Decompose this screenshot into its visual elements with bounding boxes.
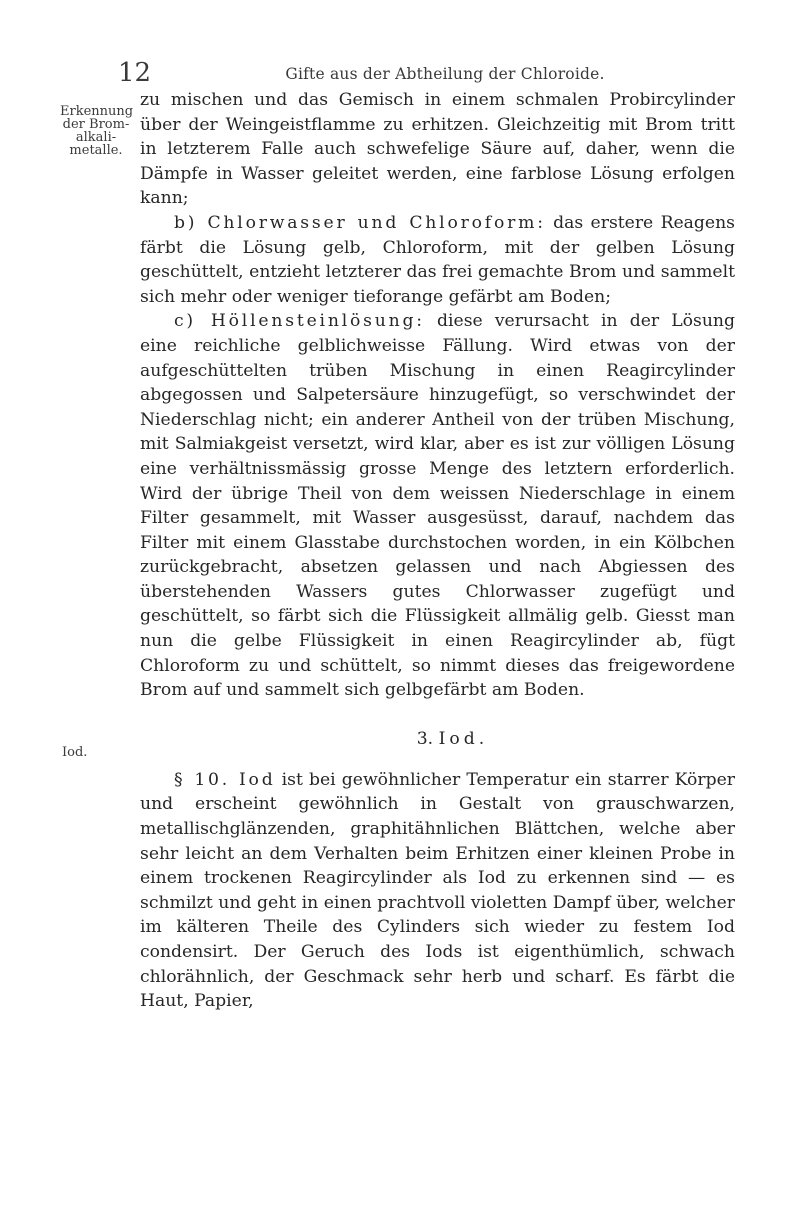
page-header bbox=[0, 58, 800, 88]
paragraph-label: § 10. Iod bbox=[174, 769, 276, 790]
paragraph-text: ist bei gewöhnlicher Temperatur ein starrer Körper und erscheint gewöhnlich in Gestalt von grauschwarzen, metallischglänzenden, graphitähnlichen Blättchen, welche aber sehr leicht an dem Verhalten beim Erhitzen einer kleinen Probe in einem trockenen Reagircylinder als Iod zu erkennen sind — es schmilzt und geht in einen prachtvoll violetten Dampf über, welcher im kälteren Theile des Cylinders sich wieder zu festem Iod condensirt. Der Geruch des Iods ist eigenthümlich, schwach chlorähnlich, der Geschmack sehr herb und scharf. Es färbt die Haut, Papier, bbox=[140, 769, 735, 1012]
paragraph-chlorwasser bbox=[140, 211, 735, 309]
paragraph-continuation: zu mischen und das Gemisch in einem schmalen Probircylinder über der Weingeistflamme zu erhitzen. Gleichzeitig mit Brom tritt in letzterem Falle auch schwefelige Säure auf, daher, wenn die Dämpfe in Wasser geleitet werden, eine farblose Lösung erfolgen kann; bbox=[140, 90, 735, 209]
margin-note-brom: Erkennung der Brom-alkali-metalle. bbox=[60, 104, 134, 158]
paragraph-iod bbox=[140, 768, 735, 1014]
body-text bbox=[140, 88, 735, 1014]
page-number: 12 bbox=[118, 58, 152, 88]
section-number: 3. bbox=[416, 728, 434, 749]
section-title: Iod. bbox=[438, 728, 489, 749]
paragraph-label: b) Chlorwasser und Chloroform: bbox=[174, 212, 546, 233]
margin-note-iod: Iod. bbox=[62, 745, 88, 760]
running-title: Gifte aus der Abtheilung der Chloroide. bbox=[285, 65, 605, 83]
section-heading bbox=[140, 727, 735, 751]
paragraph-label: c) Höllensteinlösung: bbox=[174, 311, 425, 332]
paragraph-text: diese verursacht in der Lösung eine reichliche gelblichweisse Fällung. Wird etwas von der aufgeschüttelten trüben Mischung in einen Reagircylinder abgegossen und Salpetersäure hinzugefügt, so verschwindet der Niederschlag nicht; ein anderer Antheil von der trüben Mischung, mit Salmiakgeist versetzt, wird klar, aber es ist zur völligen Lösung eine verhältnissmässig grosse Menge des letztern erforderlich. Wird der übrige Theil von dem weissen Niederschlage in einem Filter gesammelt, mit Wasser ausgesüsst, darauf, nachdem das Filter mit einem Glasstabe durchstochen worden, in ein Kölbchen zurückgebracht, absetzen gelassen und nach Abgiessen des überstehenden Wassers gutes Chlorwasser zugefügt und geschüttelt, so färbt sich die Flüssigkeit allmälig gelb. Giesst man nun die gelbe Flüssigkeit in einen Reagircylinder ab, fügt Chloroform zu und schüttelt, so nimmt dieses das freigewordene Brom auf und sammelt sich gelbgefärbt am Boden. bbox=[140, 311, 735, 701]
paragraph-text: das erstere Reagens färbt die Lösung gelb, Chloroform, mit der gelben Lösung geschüttelt, entzieht letzterer das frei gemachte Brom und sammelt sich mehr oder weniger tieforange gefärbt am Boden; bbox=[140, 212, 735, 307]
paragraph-hoellenstein bbox=[140, 309, 735, 703]
